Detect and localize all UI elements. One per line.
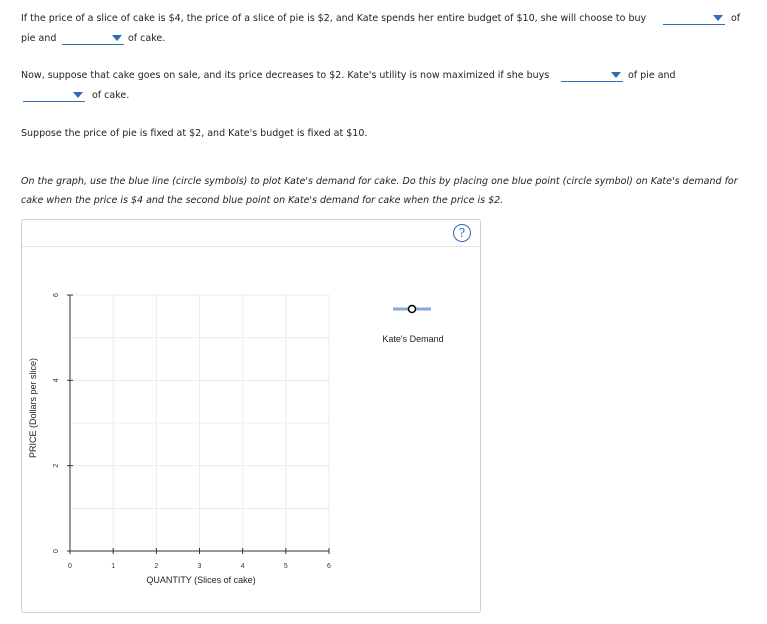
y-tick-label: 6 (53, 293, 60, 297)
q2-text-a: Now, suppose that cake goes on sale, and its price decreases to $2. Kate's utility is now maximized if she buys (21, 70, 550, 81)
q2-dropdown-cake[interactable] (23, 89, 85, 102)
q1-text-c: pie and (21, 33, 57, 44)
x-tick-label: 0 (68, 563, 72, 570)
instructions-line-2: cake when the price is $4 and the second blue point on Kate's demand for cake when the price is $2. (21, 195, 504, 206)
y-tick-label: 4 (53, 378, 60, 383)
demand-chart[interactable] (22, 220, 480, 612)
chevron-down-icon (73, 92, 83, 98)
y-tick-label: 2 (53, 463, 60, 468)
chevron-down-icon (611, 72, 621, 78)
x-axis-label: QUANTITY (Slices of cake) (146, 575, 256, 585)
q1-text-d: of cake. (128, 33, 166, 44)
y-tick-label: 0 (53, 549, 60, 553)
x-tick-label: 4 (240, 563, 245, 570)
help-icon[interactable]: ? (453, 224, 471, 242)
x-tick-label: 1 (111, 563, 116, 570)
legend-circle-icon[interactable] (409, 306, 416, 313)
x-tick-label: 5 (283, 563, 288, 570)
q1-text-b: of (731, 13, 741, 24)
chevron-down-icon (713, 15, 723, 21)
x-tick-label: 2 (154, 563, 159, 570)
q1-text-a: If the price of a slice of cake is $4, the price of a slice of pie is $2, and Kate spends her entire budget of $10, she will choose to buy (21, 13, 647, 24)
chevron-down-icon (112, 35, 122, 41)
legend[interactable] (382, 306, 443, 345)
legend-label: Kate's Demand (382, 334, 444, 344)
y-axis-label: PRICE (Dollars per slice) (28, 357, 38, 459)
q2-text-c: of cake. (92, 90, 130, 101)
graph-panel (21, 219, 481, 613)
instructions-line-1: On the graph, use the blue line (circle symbols) to plot Kate's demand for cake. Do this by placing one blue point (circle symbol) on Kate's demand for (21, 176, 738, 187)
q1-dropdown-pie[interactable] (663, 12, 725, 25)
q1-dropdown-cake[interactable] (62, 32, 124, 45)
x-tick-label: 3 (197, 563, 202, 570)
q2-text-b: of pie and (628, 70, 676, 81)
x-tick-label: 6 (327, 563, 331, 570)
q2-dropdown-pie[interactable] (561, 69, 623, 82)
q3-text: Suppose the price of pie is fixed at $2, and Kate's budget is fixed at $10. (21, 128, 368, 139)
